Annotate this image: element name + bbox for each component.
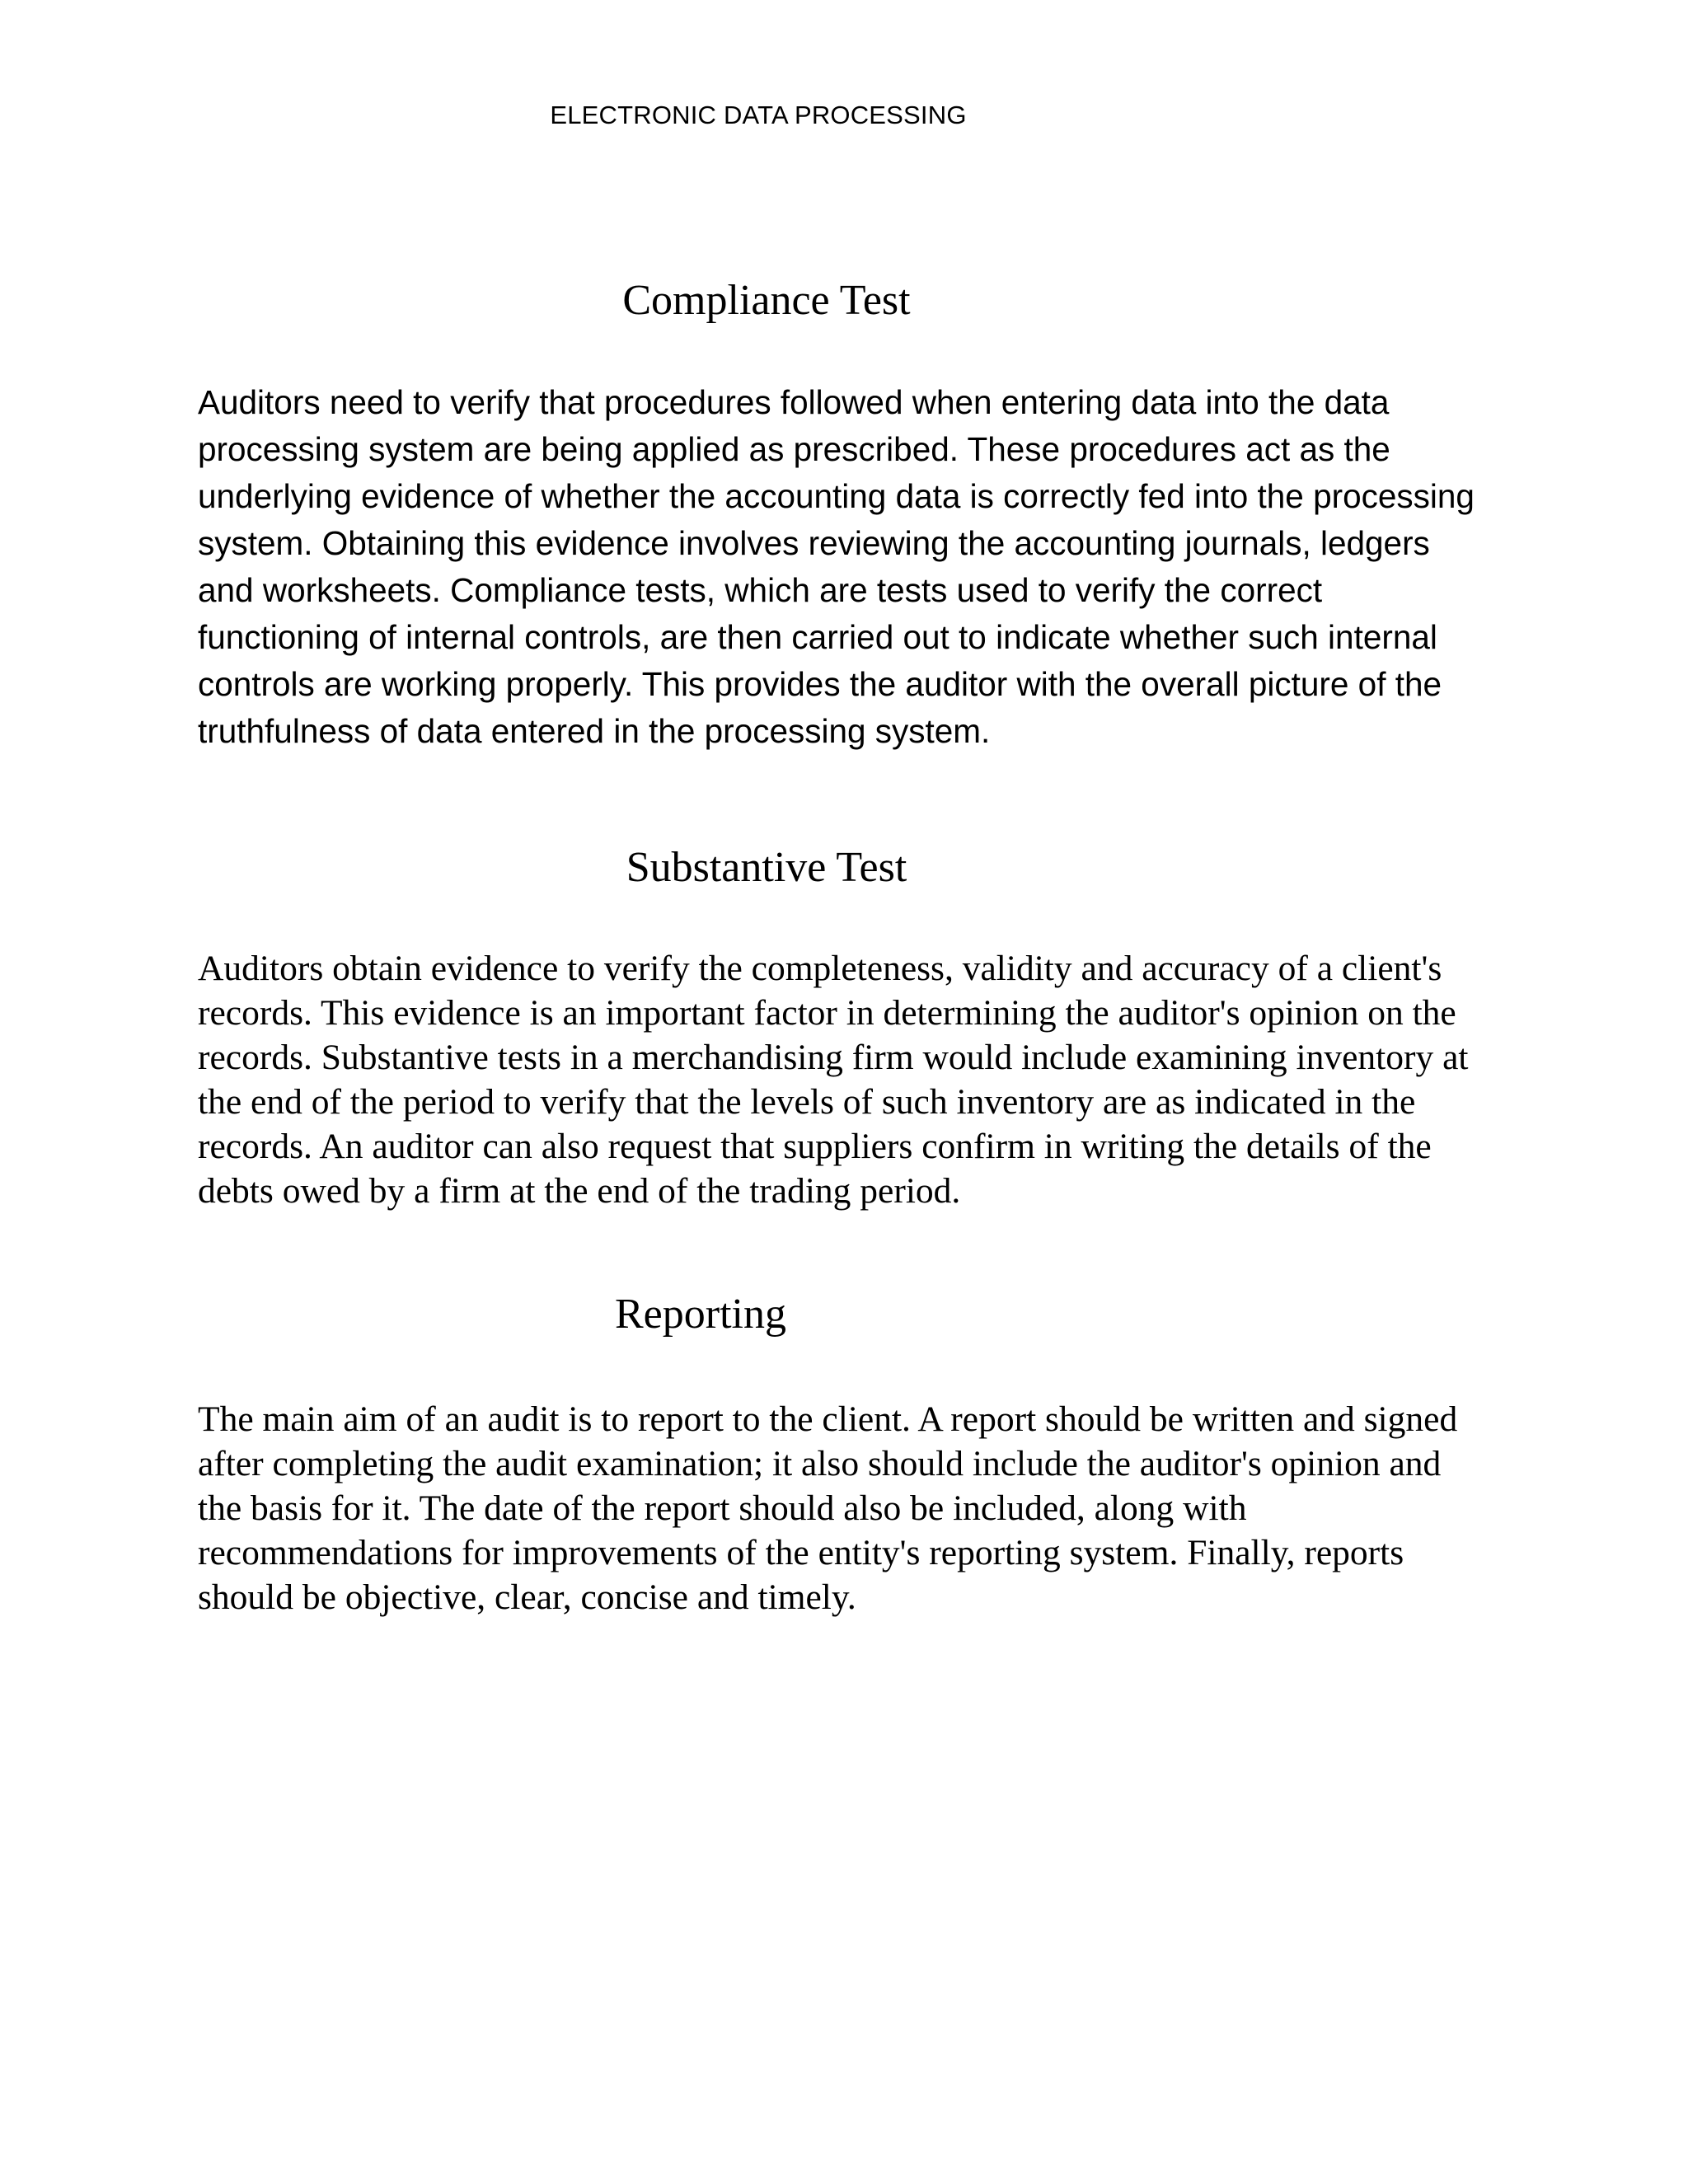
section-heading-reporting: Reporting <box>615 1291 786 1338</box>
section-body-substantive-test: Auditors obtain evidence to verify the completeness, validity and accuracy of a client's records. This evidence is an important factor in determining the auditor's opinion on the records. Substantive tests in a merchandising firm would include examining inventory at the end of the period to verify that the levels of such inventory are as indicated in the records. An auditor can also request that suppliers confirm in writing the details of the debts owed by a firm at the end of the trading period. <box>198 949 1469 1211</box>
section-heading-substantive-test: Substantive Test <box>626 844 907 891</box>
section-heading-compliance-test: Compliance Test <box>622 277 911 324</box>
section-body-compliance-test: Auditors need to verify that procedures followed when entering data into the data processing system are being applied as prescribed. These procedures act as the underlying evidence of whether the accounting data is correctly fed into the processing system. Obtaining this evidence involves reviewing the accounting journals, ledgers and worksheets. Compliance tests, which are tests used to verify the correct functioning of internal controls, are then carried out to indicate whether such internal controls are working properly. This provides the auditor with the overall picture of the truthfulness of data entered in the processing system. <box>198 383 1475 750</box>
running-header: ELECTRONIC DATA PROCESSING <box>550 101 967 129</box>
section-body-reporting: The main aim of an audit is to report to the client. A report should be written and signed after completing the audit examination; it also should include the auditor's opinion and the basis for it. The date of the report should also be included, along with recommendations for improvements of the entity's reporting system. Finally, reports should be objective, clear, concise and timely. <box>198 1399 1458 1617</box>
